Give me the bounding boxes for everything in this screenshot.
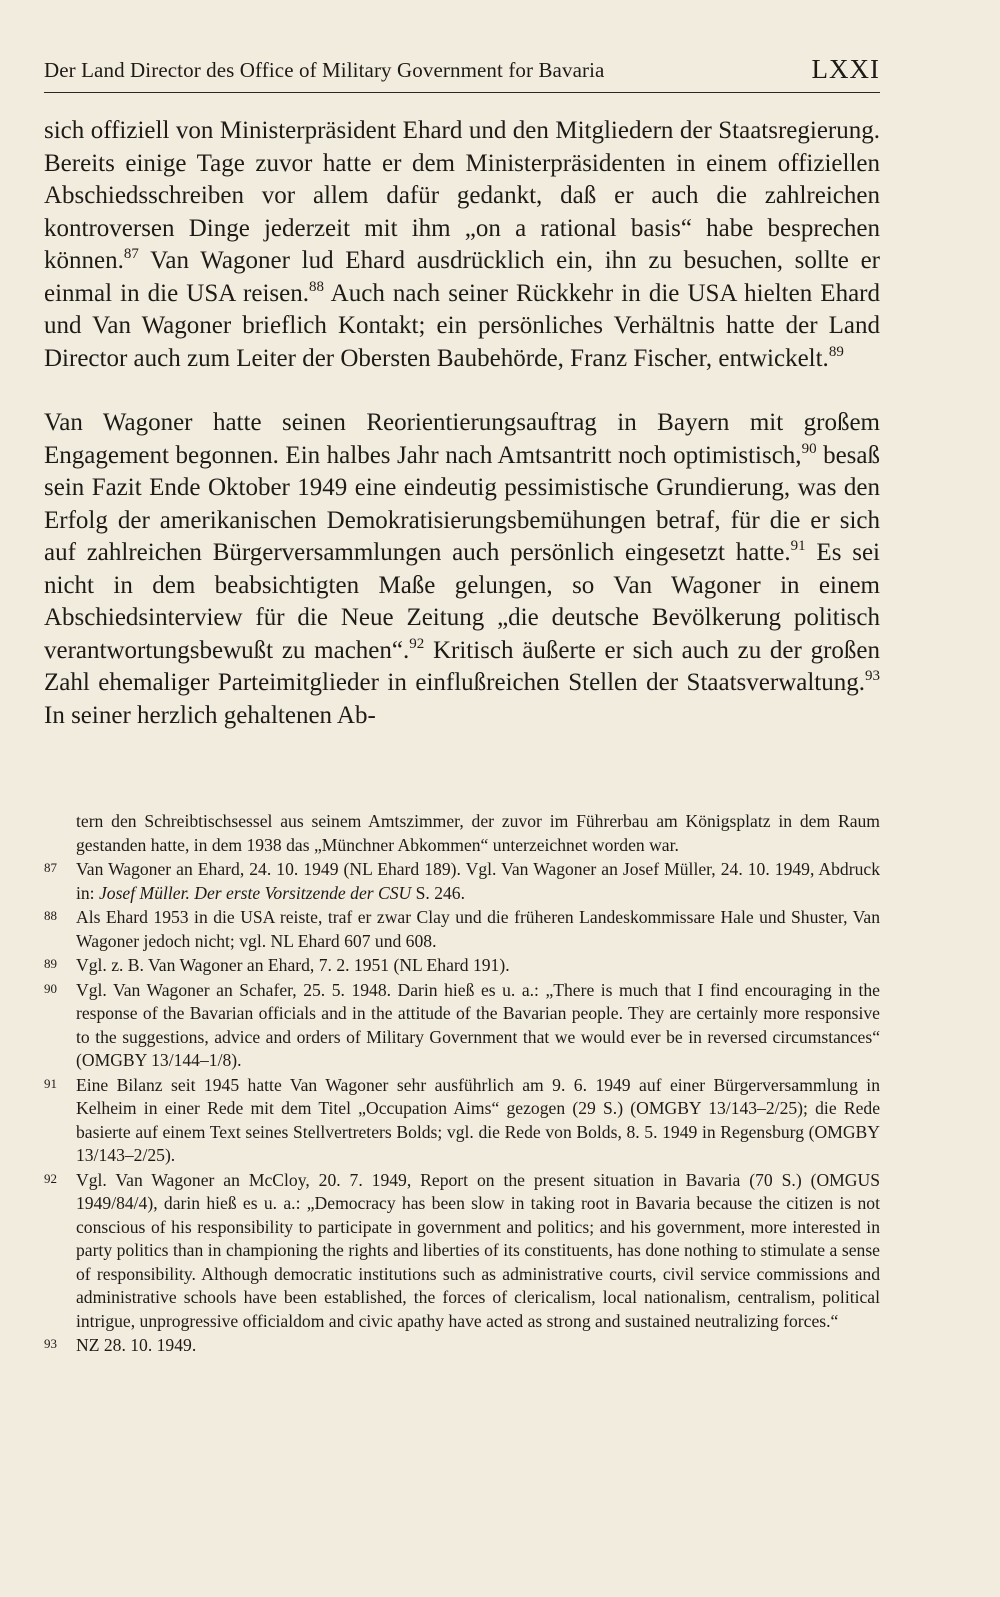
footnote-text: NZ 28. 10. 1949. (76, 1335, 197, 1355)
footnote (44, 979, 880, 1073)
footnote (44, 1074, 880, 1168)
text-run: sich offiziell von Ministerpräsident Ehard und den Mitgliedern der Staatsregierung. Bereits einige Tage zuvor hatte er dem Ministerpräsidenten in einem offiziellen Abschiedsschreiben vor allem dafür gedankt, daß er auch die zahlreichen kontroversen Dinge jederzeit mit ihm „on a rational basis“ habe besprechen können. (44, 117, 880, 274)
running-header (44, 48, 880, 93)
footnotes (44, 810, 880, 1358)
footnote (44, 906, 880, 953)
paragraph (44, 407, 880, 732)
main-text (44, 115, 880, 732)
footnote-continuation: tern den Schreibtischsessel aus seinem Amtszimmer, der zuvor im Führerbau am Königsplatz in dem Raum gestanden hatte, in dem 1938 das „Münchner Abkommen“ unterzeichnet worden war. (76, 811, 880, 855)
running-title: Der Land Director des Office of Military Government for Bavaria (44, 58, 605, 82)
footnote-number: 92 (44, 1170, 57, 1186)
footnote-italic-title: Josef Müller. Der erste Vorsitzende der CSU (98, 882, 412, 903)
footnote-text: Van Wagoner an Ehard, 24. 10. 1949 (NL Ehard 189). Vgl. Van Wagoner an Josef Müller, 24. 10. 1949, Abdruck in: (76, 859, 880, 903)
footnote-text: Vgl. Van Wagoner an Schafer, 25. 5. 1948. Darin hieß es u. a.: „There is much that I find encouraging in the response of the Bavarian officials and in the attitude of the Bavarian people. They are certainly more responsive to the suggestions, advice and orders of Military Government that we would ever be in reversed circumstances“ (OMGBY 13/144–1/8). (76, 979, 880, 1070)
footnote-text: Vgl. z. B. Van Wagoner an Ehard, 7. 2. 1951 (NL Ehard 191). (76, 955, 510, 975)
footnote-ref: 92 (409, 635, 425, 652)
footnote (44, 1334, 880, 1358)
text-run: besaß sein Fazit Ende Oktober 1949 eine eindeutig pessimistische Grundierung, was den Erfolg der amerikanischen Demokratisierungsbemühungen betraf, für die er sich auf zahlreichen Bürgerversammlungen auch persönlich eingesetzt hatte. (44, 441, 881, 566)
text-run: Van Wagoner hatte seinen Reorientierungsauftrag in Bayern mit großem Engagement begonnen. Ein halbes Jahr nach Amtsantritt noch optimistisch, (44, 409, 880, 469)
footnote-text: Vgl. Van Wagoner an McCloy, 20. 7. 1949, Report on the present situation in Bavaria (70 S.) (OMGUS 1949/84/4), darin hieß es u. a.: „Democracy has been slow in taking root in Bavaria because the citizen is not conscious of his responsibility to participate in government and politics; and his government, more interested in party politics than in championing the rights and liberties of its constituents, has done nothing to stimulate a sense of responsibility. Although democratic institutions such as administrative courts, civil service commissions and administrative schools have been established, the forces of clericalism, local nationalism, centralism, political intrigue, unprogressive officialdom and civic apathy have acted as strong and sustained neutralizing forces.“ (76, 1169, 880, 1331)
footnote-number: 91 (44, 1075, 57, 1091)
footnote-number: 89 (44, 956, 57, 971)
footnote-text: S. 246. (411, 882, 466, 903)
text-run: In seiner herzlich gehaltenen Ab- (44, 701, 376, 729)
text-run: Kritisch äußerte er sich auch zu der großen Zahl ehemaliger Parteimitglieder in einflußreichen Stellen der Staatsverwaltung. (44, 636, 880, 696)
footnote-number: 93 (44, 1336, 57, 1351)
footnote-ref: 93 (865, 668, 880, 684)
footnote (44, 1169, 880, 1334)
paragraph (44, 115, 880, 375)
footnote-number: 88 (44, 908, 57, 923)
footnote-text: Eine Bilanz seit 1945 hatte Van Wagoner sehr ausführlich am 9. 6. 1949 auf einer Bürgerversammlung in Kelheim in einer Rede mit dem Titel „Occupation Aims“ gezogen (29 S.) (OMGBY 13/143–2/25); die Rede basierte auf einem Text seines Stellvertreters Bolds; vgl. die Rede von Bolds, 8. 5. 1949 in Regensburg (OMGBY 13/143–2/25). (76, 1074, 880, 1165)
footnote-ref: 91 (790, 538, 806, 554)
footnote-ref: 90 (801, 440, 817, 457)
footnote-number: 87 (44, 860, 57, 875)
text-run: Van Wagoner lud Ehard ausdrücklich ein, ihn zu besuchen, sollte er einmal in die USA reisen. (44, 247, 880, 307)
page-number: LXXI (811, 54, 880, 84)
footnote (44, 954, 880, 978)
footnote-ref: 89 (828, 343, 844, 360)
text-run: Es sei nicht in dem beabsichtigten Maße gelungen, so Van Wagoner in einem Abschiedsinterview für die Neue Zeitung „die deutsche Bevölkerung politisch verantwortungsbewußt zu machen“. (44, 539, 880, 664)
footnote-number: 90 (44, 980, 57, 996)
footnote-ref: 87 (123, 246, 139, 262)
footnote (44, 858, 880, 905)
footnote-ref: 88 (308, 278, 324, 295)
text-run: Auch nach seiner Rückkehr in die USA hielten Ehard und Van Wagoner brieflich Kontakt; ein persönliches Verhältnis hatte der Land Director auch zum Leiter der Obersten Baubehörde, Franz Fischer, entwickelt. (44, 279, 880, 372)
footnote-text: Als Ehard 1953 in die USA reiste, traf er zwar Clay und die früheren Landeskommissare Hale und Shuster, Van Wagoner jedoch nicht; vgl. NL Ehard 607 und 608. (76, 907, 880, 951)
